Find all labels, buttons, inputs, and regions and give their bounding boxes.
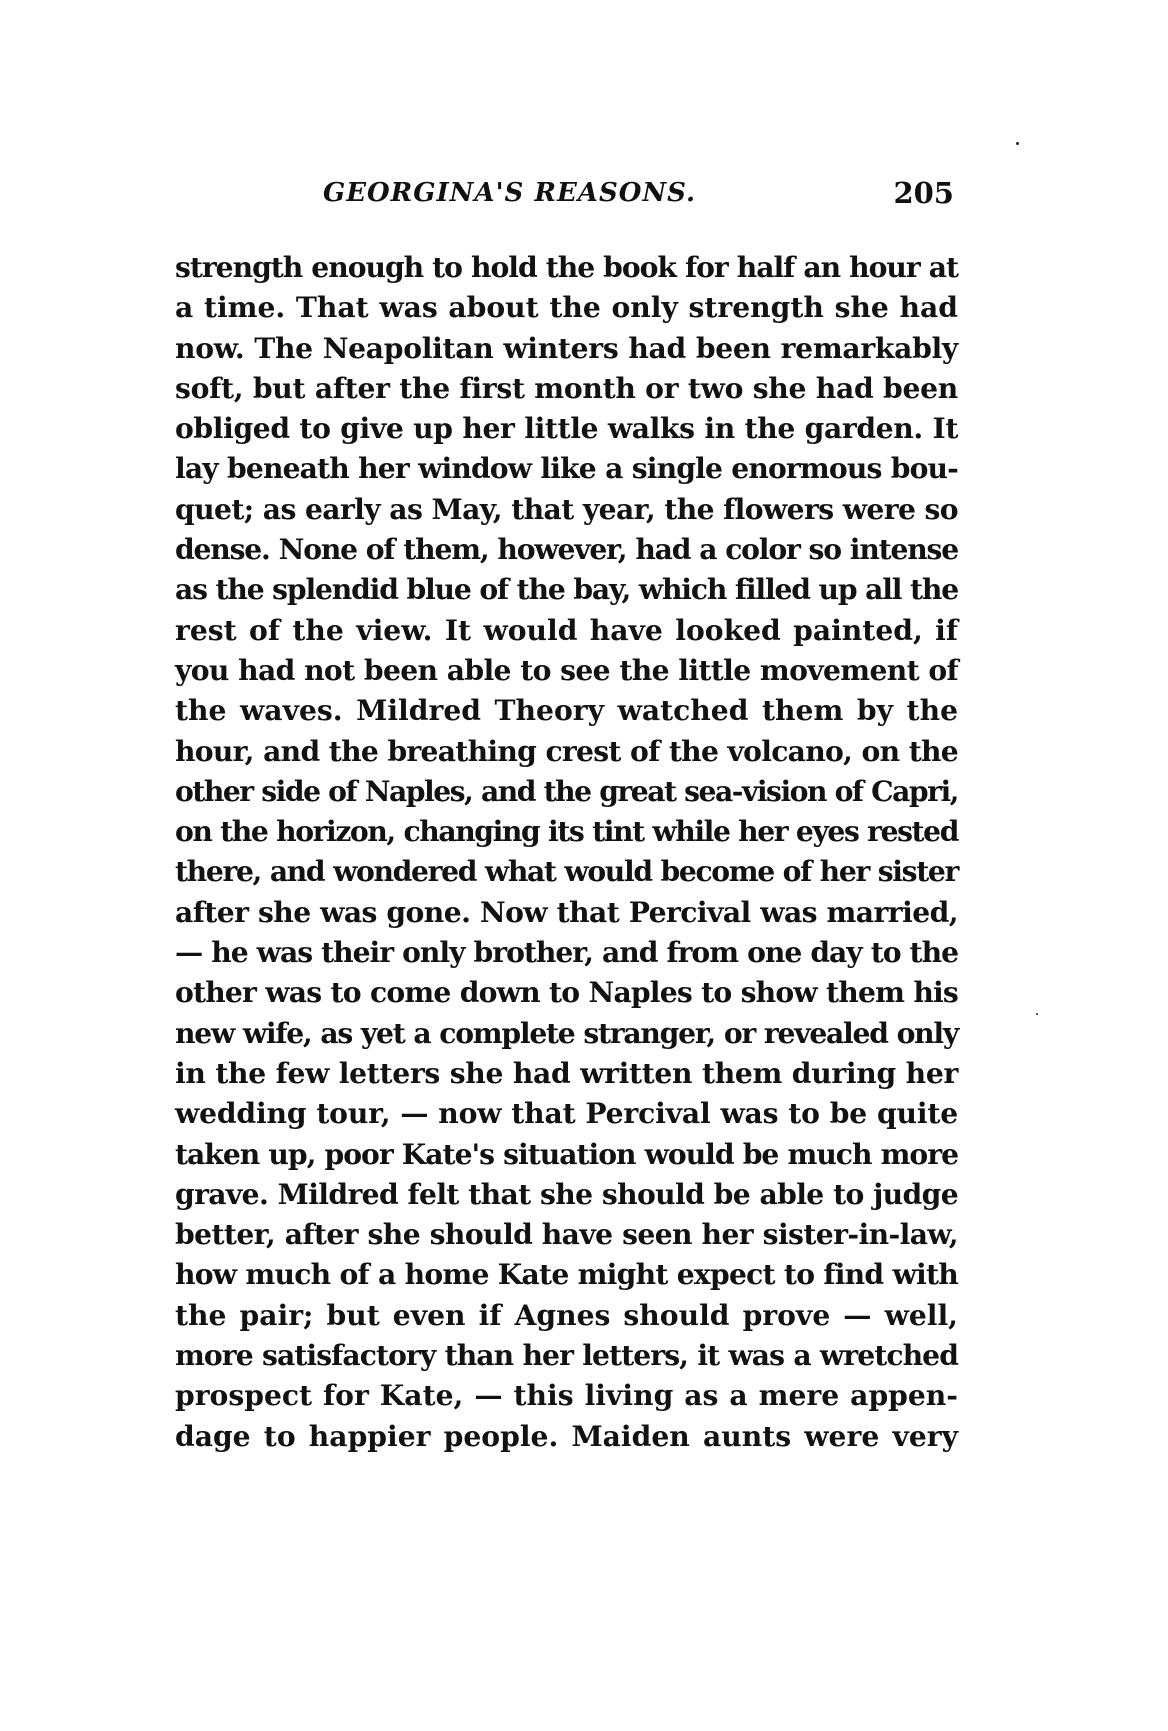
text-line: how much of a home Kate might expect to find with [175, 1258, 958, 1292]
text-line: other was to come down to Naples to show them his [175, 976, 958, 1010]
text-line: more satisfactory than her letters, it was a wretched [175, 1339, 958, 1373]
running-title: GEORGINA'S REASONS. [323, 178, 697, 208]
text-line: on the horizon, changing its tint while her eyes rested [175, 815, 958, 849]
text-line: dense. None of them, however, had a color so intense [175, 533, 958, 567]
text-line: dage to happier people. Maiden aunts were very [175, 1419, 958, 1453]
text-line: a time. That was about the only strength she had [175, 291, 958, 325]
text-line: wedding tour, — now that Percival was to be quite [175, 1097, 958, 1131]
text-line: strength enough to hold the book for half an hour at [175, 251, 958, 284]
text-line: rest of the view. It would have looked painted, if [175, 613, 958, 647]
text-line: grave. Mildred felt that she should be able to judge [175, 1177, 958, 1211]
page-header [175, 176, 958, 216]
text-line: quet; as early as May, that year, the flowers were so [175, 492, 958, 526]
text-line: the waves. Mildred Theory watched them by the [175, 694, 958, 728]
text-line: as the splendid blue of the bay, which filled up all the [175, 573, 958, 607]
print-speck [1036, 1013, 1038, 1015]
text-line: new wife, as yet a complete stranger, or revealed only [175, 1016, 958, 1050]
text-line: lay beneath her window like a single enormous bou- [175, 452, 958, 486]
text-line: other side of Naples, and the great sea-vision of Capri, [175, 774, 958, 808]
text-line: taken up, poor Kate's situation would be much more [175, 1137, 958, 1171]
text-line: — he was their only brother, and from one day to the [175, 936, 958, 970]
text-line: better, after she should have seen her sister-in-law, [175, 1218, 958, 1252]
text-line: obliged to give up her little walks in the garden. It [175, 412, 958, 446]
text-line: soft, but after the first month or two she had been [175, 371, 958, 405]
text-line: now. The Neapolitan winters had been remarkably [175, 331, 958, 365]
body-text [175, 248, 958, 1457]
text-line: there, and wondered what would become of her sister [175, 855, 958, 889]
text-line: you had not been able to see the little movement of [175, 653, 958, 687]
text-line: the pair; but even if Agnes should prove — well, [175, 1298, 958, 1332]
text-line: after she was gone. Now that Percival was married, [175, 895, 958, 929]
text-line: hour, and the breathing crest of the volcano, on the [175, 734, 958, 768]
print-speck [1016, 142, 1019, 145]
text-line: in the few letters she had written them during her [175, 1056, 958, 1090]
page-number: 205 [893, 176, 954, 210]
text-line: prospect for Kate, — this living as a mere appen- [175, 1379, 958, 1413]
